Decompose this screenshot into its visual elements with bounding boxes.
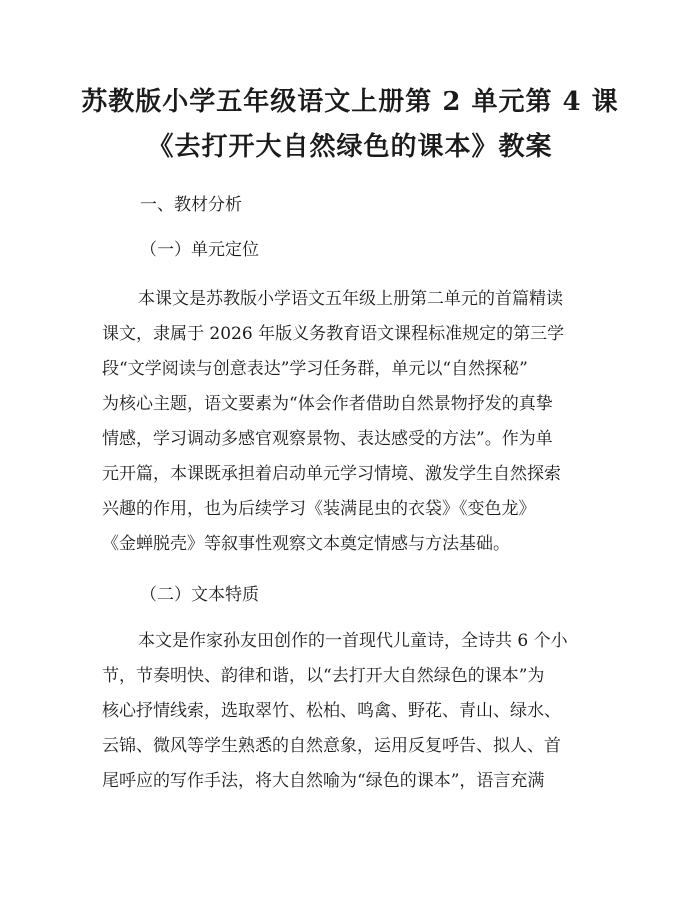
paragraph-line: 本课文是苏教版小学语文五年级上册第二单元的首篇精读 [138,289,563,309]
paragraph-line: 课文，隶属于 2026 年版义务教育语文课程标准规定的第三学 [102,324,565,344]
paragraph-line: 情感，学习调动多感官观察景物、表达感受的方法”。作为单 [102,429,553,449]
paragraph-line: 段“文学阅读与创意表达”学习任务群，单元以“自然探秘” [102,359,528,379]
paragraph-line: 元开篇，本课既承担着启动单元学习情境、激发学生自然探索 [102,464,561,484]
section-heading-teaching-material-analysis: 一、教材分析 [140,195,242,215]
document-title-line-1: 苏教版小学五年级语文上册第 2 单元第 4 课 [81,87,619,117]
paragraph-line: 尾呼应的写作手法，将大自然喻为“绿色的课本”，语言充满 [102,771,545,791]
subsection-heading-unit-positioning: （一）单元定位 [140,240,259,260]
paragraph-line: 云锦、微风等学生熟悉的自然意象，运用反复呼告、拟人、首 [102,736,561,756]
paragraph-unit-positioning [102,287,602,567]
paragraph-line: 《金蝉脱壳》等叙事性观察文本奠定情感与方法基础。 [102,534,510,554]
paragraph-line: 本文是作家孙友田创作的一首现代儿童诗，全诗共 6 个小 [138,631,568,651]
document-title-line-2: 《去打开大自然绿色的课本》教案 [147,132,553,162]
paragraph-line: 兴趣的作用，也为后续学习《装满昆虫的衣袋》《变色龙》 [102,499,536,519]
paragraph-line: 核心抒情线索，选取翠竹、松柏、鸣禽、野花、青山、绿水、 [102,701,561,721]
paragraph-line: 节，节奏明快、韵律和谐，以“去打开大自然绿色的课本”为 [102,666,545,686]
paragraph-line: 为核心主题，语文要素为“体会作者借助自然景物抒发的真挚 [102,394,553,414]
paragraph-text-characteristics [102,629,602,804]
subsection-heading-text-characteristics: （二）文本特质 [140,585,259,605]
